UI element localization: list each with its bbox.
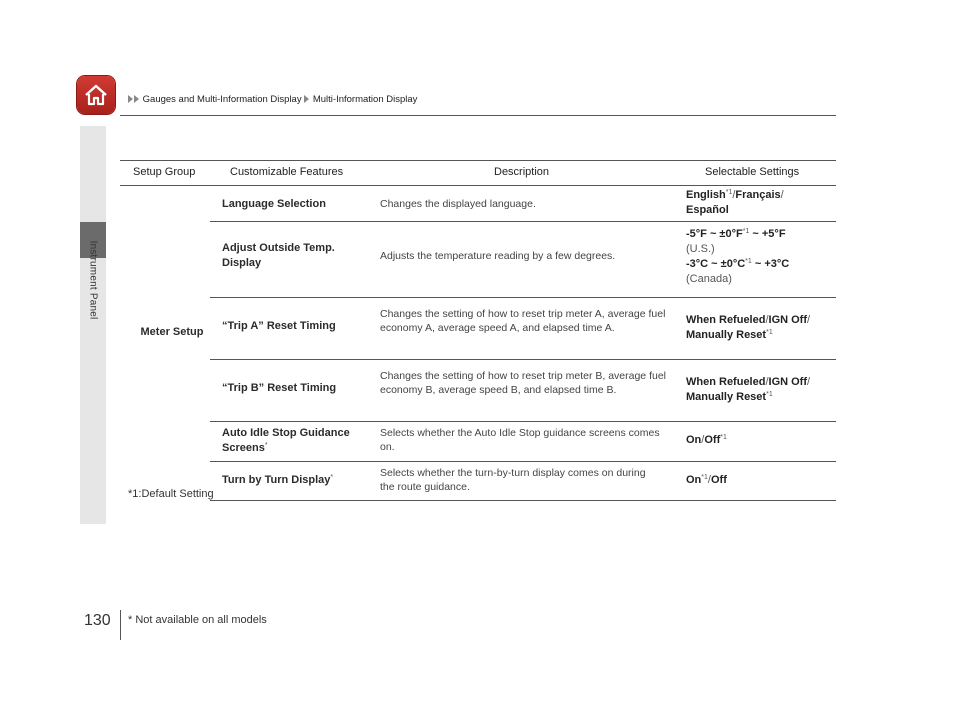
option: On [686, 434, 702, 446]
table-row [210, 359, 836, 422]
feature-text: Auto Idle Stop Guidance Screens [222, 427, 350, 454]
default-mark: *1 [766, 391, 773, 398]
section-label: Instrument Panel [87, 240, 99, 320]
chevron-right-icon [128, 95, 133, 103]
option: -5°F ~ ±0°F [686, 228, 743, 240]
separator: / [807, 376, 811, 388]
availability-mark: * [264, 442, 268, 449]
header-description: Description [494, 166, 550, 178]
option: When Refueled [686, 376, 766, 388]
table-row [210, 461, 836, 501]
page-number: 130 [84, 612, 111, 629]
option: Français [735, 189, 781, 201]
region-note: (U.S.) [686, 243, 715, 255]
feature-cell: Language Selection [222, 198, 326, 210]
option: ~ +3°C [751, 258, 790, 270]
option: Manually Reset [686, 391, 767, 403]
description-cell: Changes the setting of how to reset trip meter A, average fuel economy A, average speed A, and elapsed time A. [380, 308, 666, 334]
feature-cell: “Trip B” Reset Timing [222, 382, 337, 394]
feature-cell: Adjust Outside Temp. Display [222, 242, 335, 269]
availability-note: * Not available on all models [128, 614, 267, 626]
default-mark: *1 [720, 434, 727, 441]
default-mark: *1 [745, 258, 752, 265]
chevron-right-icon [134, 95, 139, 103]
table-row [210, 297, 836, 360]
table-header [120, 160, 836, 186]
option: IGN Off [768, 314, 808, 326]
bottom-divider [120, 610, 121, 640]
feature-cell: “Trip A” Reset Timing [222, 320, 336, 332]
settings-cell [686, 313, 836, 343]
option: -3°C ~ ±0°C [686, 258, 746, 270]
option: IGN Off [768, 376, 808, 388]
default-mark: *1 [725, 189, 733, 196]
separator: / [780, 189, 784, 201]
breadcrumb-link-mid[interactable]: Multi-Information Display [312, 94, 418, 105]
option: English [686, 189, 726, 201]
separator: / [701, 434, 705, 446]
home-button[interactable] [77, 76, 115, 114]
table-row [210, 221, 836, 298]
feature-text: Turn by Turn Display [222, 474, 331, 486]
option: Off [710, 474, 727, 486]
option: ~ +5°F [749, 228, 786, 240]
settings-cell [686, 433, 836, 448]
option: On [686, 474, 702, 486]
header-rule [120, 115, 836, 116]
default-mark: *1 [701, 474, 708, 481]
description-cell: Changes the displayed language. [380, 198, 536, 210]
header-settings: Selectable Settings [705, 166, 800, 178]
breadcrumb-link-gauges[interactable]: Gauges and Multi-Information Display [142, 94, 302, 105]
availability-mark: * [330, 474, 334, 481]
default-mark: *1 [742, 228, 750, 235]
option: When Refueled [686, 314, 766, 326]
header-setup-group: Setup Group [133, 166, 196, 178]
table-row [210, 185, 836, 222]
description-cell: Selects whether the Auto Idle Stop guidance screens comes on. [380, 427, 660, 453]
description-cell: Selects whether the turn-by-turn display comes on during the route guidance. [380, 467, 646, 493]
separator: / [765, 376, 769, 388]
group-meter-setup: Meter Setup [140, 326, 204, 338]
settings-cell [686, 188, 836, 218]
separator: / [707, 474, 711, 486]
option: Off [704, 434, 721, 446]
footnote: *1:Default Setting [128, 488, 214, 500]
settings-cell [686, 227, 836, 287]
side-band [80, 126, 106, 524]
separator: / [732, 189, 736, 201]
settings-cell [686, 375, 836, 405]
separator: / [765, 314, 769, 326]
default-mark: *1 [766, 329, 773, 336]
feature-cell [222, 473, 333, 488]
table-row [210, 421, 836, 462]
chevron-right-icon [304, 95, 309, 103]
option: Manually Reset [686, 329, 767, 341]
region-note: (Canada) [686, 273, 732, 285]
home-icon [84, 83, 108, 107]
option: Español [686, 204, 729, 216]
separator: / [807, 314, 811, 326]
settings-cell [686, 473, 836, 488]
breadcrumb [128, 94, 417, 105]
header-features: Customizable Features [230, 166, 344, 178]
description-cell: Changes the setting of how to reset trip meter B, average fuel economy B, average speed B, and elapsed time B. [380, 370, 666, 396]
feature-cell [222, 426, 382, 456]
description-cell: Adjusts the temperature reading by a few degrees. [380, 250, 616, 262]
